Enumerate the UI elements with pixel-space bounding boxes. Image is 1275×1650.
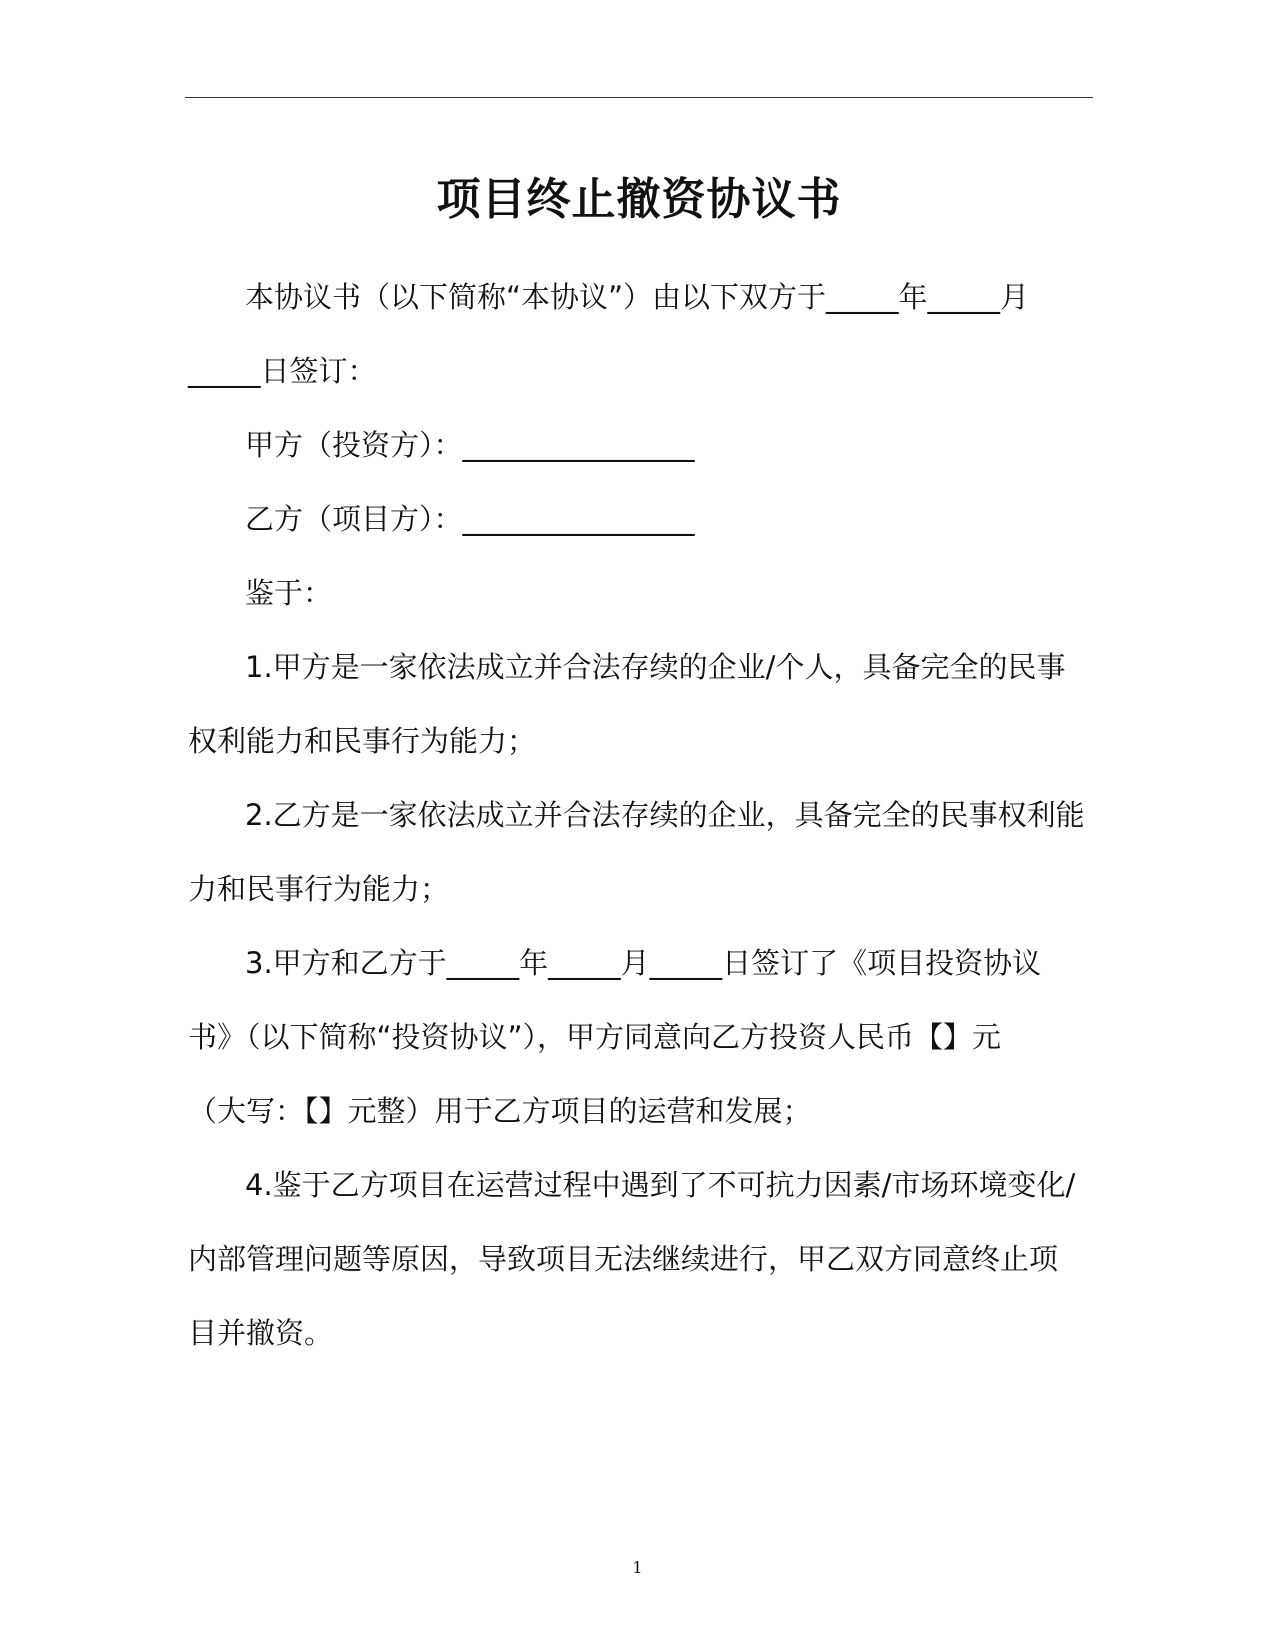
page-number: 1: [632, 1558, 643, 1577]
clause-3-line-3: （大写：【】元整）用于乙方项目的运营和发展；: [188, 1094, 812, 1128]
clause-2-line-1: 2.乙方是一家依法成立并合法存续的企业，具备完全的民事权利能: [245, 798, 1085, 832]
clause-3-line-2: 书》（以下简称“投资协议”），甲方同意向乙方投资人民币【】元: [188, 1020, 1002, 1054]
party-a-line: 甲方（投资方）：________________: [245, 428, 695, 462]
intro-line-2: _____日签订：: [188, 354, 377, 388]
clause-4-line-1: 4.鉴于乙方项目在运营过程中遇到了不可抗力因素/市场环境变化/: [245, 1168, 1076, 1202]
party-b-line: 乙方（项目方）：________________: [245, 502, 695, 536]
clause-1-line-2: 权利能力和民事行为能力；: [188, 724, 537, 758]
header-rule: [185, 97, 1093, 98]
clause-4-line-3: 目并撤资。: [188, 1316, 334, 1350]
clause-2-line-2: 力和民事行为能力；: [188, 872, 450, 906]
intro-line-1: 本协议书（以下简称“本协议”）由以下双方于_____年_____月: [245, 280, 1030, 314]
clause-3-line-1: 3.甲方和乙方于_____年_____月_____日签订了《项目投资协议: [245, 946, 1042, 980]
clause-4-line-2: 内部管理问题等原因，导致项目无法继续进行，甲乙双方同意终止项: [188, 1242, 1059, 1276]
clause-1-line-1: 1.甲方是一家依法成立并合法存续的企业/个人，具备完全的民事: [245, 650, 1066, 684]
document-title: 项目终止撤资协议书: [436, 174, 842, 225]
whereas-heading: 鉴于：: [245, 576, 333, 610]
